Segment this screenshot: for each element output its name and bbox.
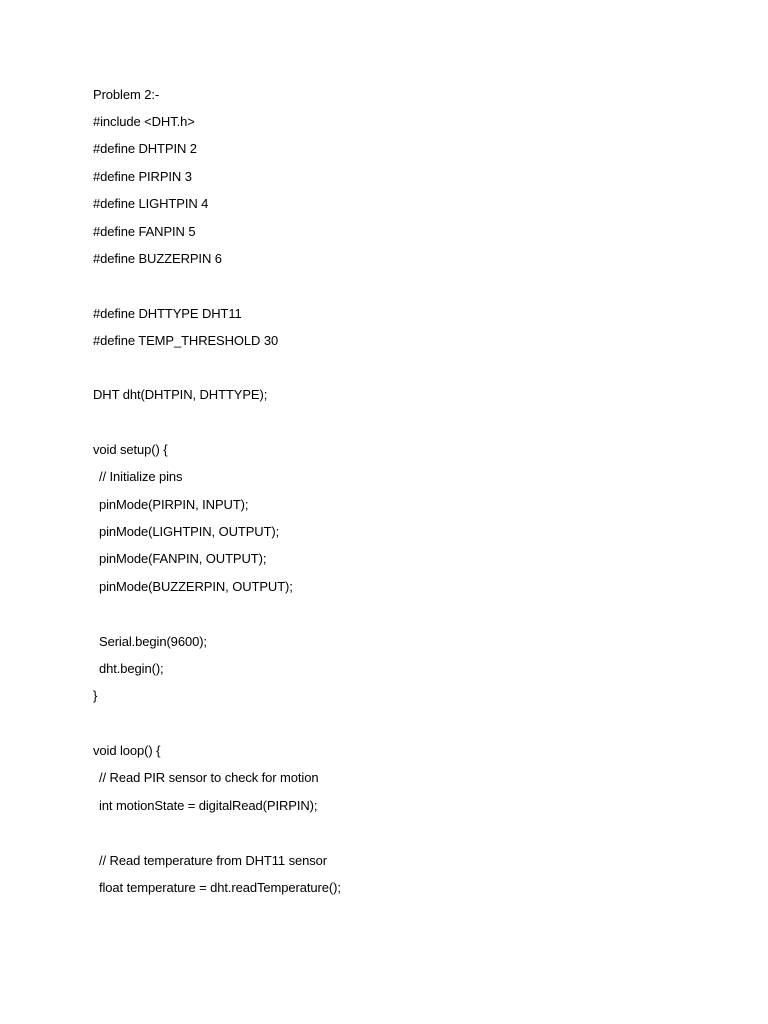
code-line: #include <DHT.h>: [93, 114, 195, 129]
code-line: dht.begin();: [99, 661, 164, 676]
code-line: }: [93, 688, 98, 703]
code-comment: // Read temperature from DHT11 sensor: [99, 853, 327, 868]
code-comment: // Initialize pins: [99, 469, 183, 484]
code-line: DHT dht(DHTPIN, DHTTYPE);: [93, 387, 268, 402]
code-line: int motionState = digitalRead(PIRPIN);: [99, 798, 318, 813]
code-line: Serial.begin(9600);: [99, 634, 207, 649]
code-line: pinMode(BUZZERPIN, OUTPUT);: [99, 579, 293, 594]
code-line: pinMode(LIGHTPIN, OUTPUT);: [99, 524, 280, 539]
code-line: void setup() {: [93, 442, 168, 457]
code-comment: // Read PIR sensor to check for motion: [99, 770, 319, 785]
code-line: float temperature = dht.readTemperature();: [99, 880, 341, 895]
code-line: #define LIGHTPIN 4: [93, 196, 209, 211]
code-line: pinMode(PIRPIN, INPUT);: [99, 497, 249, 512]
code-line: #define DHTTYPE DHT11: [93, 306, 242, 321]
code-line: pinMode(FANPIN, OUTPUT);: [99, 551, 267, 566]
code-line: void loop() {: [93, 743, 161, 758]
code-line: #define FANPIN 5: [93, 224, 196, 239]
problem-heading: Problem 2:-: [93, 87, 160, 102]
code-line: #define PIRPIN 3: [93, 169, 192, 184]
code-line: #define BUZZERPIN 6: [93, 251, 222, 266]
code-line: #define DHTPIN 2: [93, 141, 197, 156]
code-line: #define TEMP_THRESHOLD 30: [93, 333, 279, 348]
